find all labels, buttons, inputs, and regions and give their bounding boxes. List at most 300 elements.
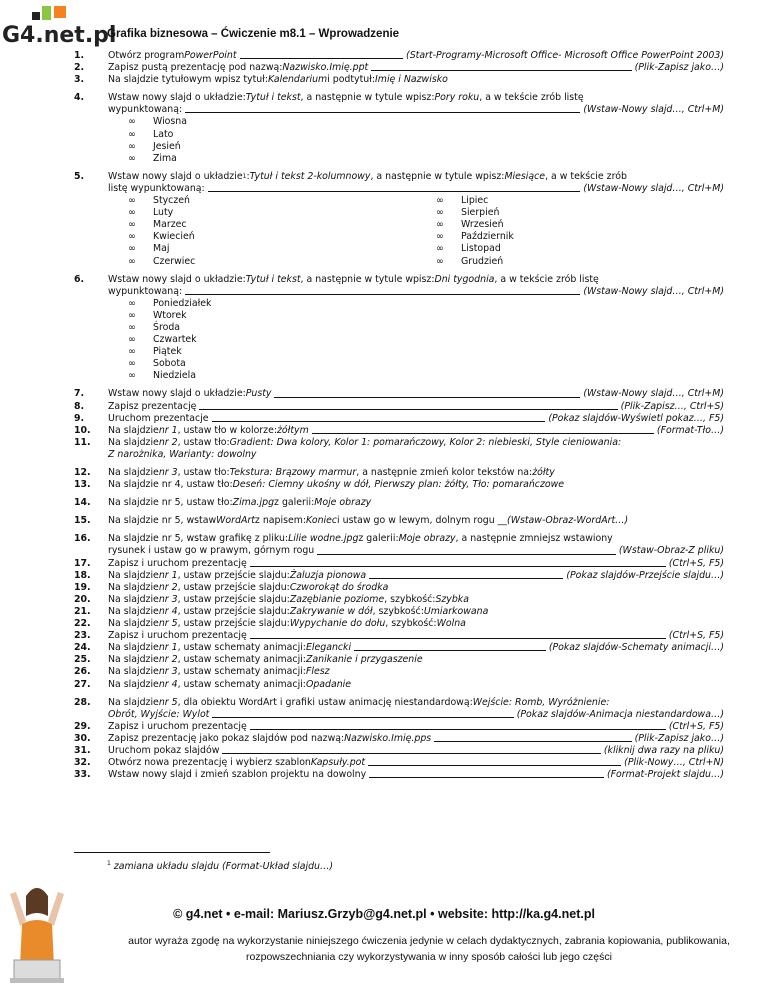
item-number: 28. (74, 696, 91, 708)
bullet-item (108, 195, 416, 207)
item-body (108, 570, 724, 582)
item-body (108, 479, 724, 491)
instruction-line (108, 449, 724, 461)
instruction-italic: nr 1 (158, 424, 178, 436)
instruction-italic: Zima.jpg (232, 497, 275, 509)
instruction-text: Na slajdzie nr 4, ustaw tło: (108, 479, 233, 491)
item-number: 32. (74, 757, 91, 769)
exercise-item (74, 558, 724, 570)
instruction-italic: Zakrywanie w dół (289, 605, 373, 617)
bullet-symbol: ∞ (128, 321, 136, 333)
item-body (108, 745, 724, 757)
answer-blank-line (212, 709, 513, 718)
instruction-italic: (Wstaw-Obraz-WordArt…) (507, 515, 629, 527)
instruction-line (108, 467, 724, 479)
instruction-text: , ustaw schematy animacji: (177, 678, 306, 690)
item-body (108, 666, 724, 678)
item-body (108, 62, 724, 74)
instruction-italic: żółtym (277, 424, 309, 436)
bullet-item (108, 358, 724, 370)
list-column (416, 195, 724, 268)
instruction-italic: (Wstaw-Nowy slajd…, Ctrl+M) (583, 182, 724, 194)
instruction-line (108, 183, 724, 195)
instruction-line (108, 666, 724, 678)
instruction-text: wypunktowaną: (108, 104, 183, 116)
answer-blank-line (250, 558, 666, 567)
instruction-text: , ustaw tło: (177, 467, 230, 478)
instruction-italic: nr 1 (158, 569, 178, 581)
instruction-line (108, 679, 724, 691)
instruction-line (108, 630, 724, 642)
instruction-text: listę wypunktowaną: (108, 182, 205, 194)
bullet-symbol: ∞ (128, 231, 136, 243)
instruction-italic: Nazwisko.Imię.ppt (282, 62, 369, 74)
bullet-symbol: ∞ (436, 243, 444, 255)
bullet-symbol: ∞ (128, 255, 136, 267)
bullet-symbol: ∞ (128, 370, 136, 382)
bullet-symbol: ∞ (128, 219, 136, 231)
instruction-text: wypunktowaną: (108, 285, 183, 297)
instruction-text: , szybkość: (372, 605, 424, 617)
exercise-item (74, 606, 724, 618)
bullet-text: Sierpień (461, 207, 500, 219)
instruction-italic: PowerPoint (184, 50, 237, 61)
bullet-text: Październik (461, 231, 514, 243)
instruction-text: Na slajdzie nr 5, wstaw (108, 515, 217, 527)
instruction-italic: Dni tygodnia (434, 273, 495, 285)
instruction-text: Zapisz pustą prezentację pod nazwą: (108, 62, 283, 74)
instruction-italic: nr 5 (158, 618, 178, 630)
footnote-mark: 1 (107, 860, 111, 867)
instruction-italic: Nazwisko.Imię.pps (344, 732, 432, 744)
answer-blank-line (250, 721, 666, 730)
instruction-text: , ustaw schematy animacji: (177, 666, 306, 678)
answer-blank-line (222, 745, 600, 754)
bullet-item (416, 219, 724, 231)
item-body (108, 533, 724, 557)
page-title: Grafika biznesowa – Ćwiczenie m8.1 – Wprowadzenie (107, 28, 400, 40)
item-number: 16. (74, 533, 91, 545)
instruction-italic: Kalendarium (268, 74, 328, 86)
bullet-symbol: ∞ (128, 358, 136, 370)
item-number: 1. (74, 50, 85, 61)
instruction-italic: nr 3 (158, 467, 178, 478)
bullet-item (108, 116, 724, 128)
bullet-text: Grudzień (461, 255, 504, 267)
item-number: 12. (74, 467, 91, 478)
instruction-text: rysunek i ustaw go w prawym, górnym rogu (108, 545, 315, 557)
instruction-text: Na slajdzie (108, 436, 159, 448)
list-column (108, 195, 416, 268)
instruction-italic: (Plik-Zapisz jako…) (634, 62, 724, 74)
bullet-symbol: ∞ (128, 152, 136, 164)
exercise-item (74, 401, 724, 413)
item-number: 15. (74, 515, 91, 527)
bullet-symbol: ∞ (128, 207, 136, 219)
item-number: 24. (74, 642, 91, 654)
bullet-symbol: ∞ (128, 195, 136, 207)
instruction-line (108, 515, 724, 527)
instruction-text: Zapisz i uruchom prezentację (108, 557, 247, 569)
item-number: 3. (74, 74, 85, 86)
bullet-symbol: ∞ (436, 231, 444, 243)
bullet-text: Luty (153, 207, 174, 219)
instruction-text: Zapisz i uruchom prezentację (108, 720, 247, 732)
item-body (108, 401, 724, 413)
instruction-italic: Tytuł i tekst 2-kolumnowy (249, 170, 371, 182)
instruction-italic: Wolna (436, 618, 466, 630)
exercise-item (74, 413, 724, 425)
bullet-item (108, 141, 724, 153)
instruction-text: z galerii: (274, 497, 315, 509)
instruction-italic: Elegancki (305, 642, 352, 654)
bullet-symbol: ∞ (436, 255, 444, 267)
instruction-text: Na slajdzie (108, 642, 159, 654)
bullet-item (108, 310, 724, 322)
exercise-item (74, 666, 724, 678)
answer-blank-line (185, 104, 580, 113)
item-number: 7. (74, 388, 85, 400)
exercise-item (74, 721, 724, 733)
instruction-italic: Tekstura: Brązowy marmur (229, 467, 357, 478)
answer-blank-line (240, 50, 404, 59)
footnote-ref: 1 (242, 172, 247, 180)
instruction-line (108, 697, 724, 709)
instruction-italic: (Pokaz slajdów-Przejście slajdu…) (566, 569, 724, 581)
footnote (107, 860, 333, 872)
bullet-text: Maj (153, 243, 170, 255)
instruction-text: : (246, 170, 250, 182)
item-body (108, 679, 724, 691)
answer-blank-line (368, 757, 621, 766)
instruction-text: Zapisz prezentację jako pokaz slajdów pod nazwą: (108, 732, 345, 744)
instruction-line (108, 401, 724, 413)
bullet-item (416, 256, 724, 268)
answer-blank-line (185, 286, 580, 295)
item-body (108, 733, 724, 745)
bullet-item (416, 195, 724, 207)
bullet-item (108, 298, 724, 310)
bullet-symbol: ∞ (128, 297, 136, 309)
instruction-text: , szybkość: (385, 618, 437, 630)
instruction-italic: Moje obrazy (314, 497, 372, 509)
instruction-text: Na slajdzie nr 5, ustaw tło: (108, 497, 233, 509)
item-number: 20. (74, 593, 91, 605)
item-body (108, 515, 724, 527)
exercise-item (74, 74, 724, 86)
instruction-line (108, 654, 724, 666)
copyright-note: autor wyraża zgodę na wykorzystanie niniejszego ćwiczenia jedynie w celach dydaktycznych, zabrania kopiowania, publikowania, rozpowszechniania czy wykorzystywania w inny sposób całości lub jego części (128, 935, 730, 963)
instruction-text: Na slajdzie (108, 593, 159, 605)
item-body (108, 618, 724, 630)
instruction-italic: Tytuł i tekst (245, 92, 301, 104)
instruction-italic: nr 3 (158, 593, 178, 605)
answer-blank-line (274, 388, 580, 397)
bullet-text: Poniedziałek (153, 297, 212, 309)
answer-blank-line (369, 570, 563, 579)
exercise-item (74, 769, 724, 781)
exercise-item (74, 679, 724, 691)
bullet-text: Lipiec (461, 195, 489, 207)
bullet-text: Wrzesień (461, 219, 504, 231)
item-body (108, 558, 724, 570)
instruction-line (108, 425, 724, 437)
exercise-item (74, 594, 724, 606)
instruction-text: , ustaw przejście slajdu: (177, 569, 290, 581)
instruction-text: z galerii: (358, 533, 399, 545)
instruction-text: Na slajdzie (108, 581, 159, 593)
answer-blank-line (312, 425, 654, 434)
instruction-italic: Koniec (306, 515, 338, 527)
instruction-text: , a następnie w tytule wpisz: (370, 170, 505, 182)
exercise-item (74, 425, 724, 437)
instruction-line (108, 570, 724, 582)
item-number: 11. (74, 436, 91, 448)
instruction-line (108, 642, 724, 654)
instruction-italic: Lilie wodne.jpg (288, 533, 359, 545)
exercise-item (74, 497, 724, 509)
bullet-item (108, 322, 724, 334)
bullet-text: Styczeń (153, 195, 190, 207)
bullet-symbol: ∞ (436, 219, 444, 231)
instruction-italic: nr 2 (158, 436, 178, 448)
instruction-text: , a następnie zmniejsz wstawiony (455, 533, 613, 545)
item-number: 8. (74, 400, 85, 412)
instruction-italic: (Start-Programy-Microsoft Office- Microsoft Office PowerPoint 2003) (406, 50, 724, 61)
instruction-line (108, 104, 724, 116)
instruction-line (108, 533, 724, 545)
bullet-symbol: ∞ (128, 309, 136, 321)
instruction-text: Uruchom prezentacje (108, 412, 209, 424)
item-number: 33. (74, 769, 91, 781)
exercise-item (74, 733, 724, 745)
instruction-line (108, 437, 724, 449)
instruction-line (108, 606, 724, 618)
instruction-line (108, 618, 724, 630)
bullet-item (108, 231, 416, 243)
instruction-italic: nr 4 (158, 678, 178, 690)
instruction-text: Na slajdzie (108, 654, 159, 666)
instruction-text: Na slajdzie nr 5, wstaw grafikę z pliku: (108, 533, 289, 545)
instruction-italic: (Ctrl+S, F5) (668, 720, 724, 732)
instruction-italic: Wypychanie do dołu (289, 618, 386, 630)
item-number: 25. (74, 654, 91, 666)
item-body (108, 582, 724, 594)
bullet-item (108, 256, 416, 268)
instruction-text: Na slajdzie tytułowym wpisz tytuł: (108, 74, 269, 86)
exercise-item (74, 515, 724, 527)
item-body (108, 721, 724, 733)
instruction-text: Na slajdzie (108, 569, 159, 581)
exercise-item (74, 570, 724, 582)
footnote-divider (74, 852, 270, 853)
instruction-text: Wstaw nowy slajd o układzie: (108, 273, 246, 285)
person-with-laptop-illustration (6, 876, 68, 991)
bullet-symbol: ∞ (128, 128, 136, 140)
item-number: 2. (74, 62, 85, 74)
item-number: 23. (74, 630, 91, 642)
bullet-text: Wtorek (153, 309, 187, 321)
two-column-list (108, 195, 724, 268)
instruction-italic: żółty (532, 467, 555, 478)
instruction-italic: (Pokaz slajdów-Schematy animacji…) (548, 642, 724, 654)
instruction-text: Na slajdzie (108, 678, 159, 690)
item-body (108, 274, 724, 383)
bullet-symbol: ∞ (128, 116, 136, 128)
instruction-italic: nr 2 (158, 654, 178, 666)
instruction-text: Wstaw nowy slajd o układzie: (108, 388, 246, 400)
instruction-italic: nr 2 (158, 581, 178, 593)
instruction-line (108, 62, 724, 74)
bullet-text: Marzec (153, 219, 187, 231)
item-number: 10. (74, 424, 91, 436)
instruction-italic: Szybka (435, 593, 469, 605)
instruction-italic: (Wstaw-Nowy slajd…, Ctrl+M) (583, 388, 724, 400)
instruction-line (108, 733, 724, 745)
answer-blank-line (369, 769, 604, 778)
instruction-italic: WordArt (216, 515, 255, 527)
exercise-item (74, 50, 724, 62)
instruction-italic: Tytuł i tekst (245, 273, 301, 285)
instruction-italic: Zazębianie poziome (289, 593, 385, 605)
bullet-text: Kwiecień (153, 231, 195, 243)
instruction-italic: Umiarkowana (423, 605, 489, 617)
exercise-item (74, 274, 724, 383)
instruction-text: Zapisz prezentację (108, 400, 197, 412)
instruction-line (108, 709, 724, 721)
bullet-item (108, 346, 724, 358)
item-body (108, 654, 724, 666)
instruction-italic: Miesiące (504, 170, 546, 182)
instruction-line (108, 388, 724, 400)
instruction-text: , ustaw schematy animacji: (177, 642, 306, 654)
instruction-italic: Moje obrazy (398, 533, 456, 545)
instruction-line (108, 413, 724, 425)
bullet-text: Czwartek (153, 334, 197, 346)
instruction-text: z napisem: (254, 515, 307, 527)
bullet-item (416, 231, 724, 243)
instruction-line (108, 274, 724, 286)
exercise-item (74, 467, 724, 479)
bullet-item (108, 129, 724, 141)
item-number: 6. (74, 273, 85, 285)
bullet-text: Jesień (153, 140, 181, 152)
bullet-item (416, 207, 724, 219)
g4net-logo (0, 4, 117, 48)
item-number: 18. (74, 569, 91, 581)
contact-info: © g4.net • e-mail: Mariusz.Grzyb@g4.net.pl • website: http://ka.g4.net.pl (173, 907, 595, 921)
instruction-text: , szybkość: (384, 593, 436, 605)
bullet-item (108, 334, 724, 346)
item-body (108, 757, 724, 769)
bullet-item (108, 219, 416, 231)
instruction-italic: Wejście: Romb, Wyróżnienie: (472, 696, 610, 708)
exercise-item (74, 92, 724, 165)
instruction-text: Na slajdzie (108, 605, 159, 617)
bullet-text: Piątek (153, 346, 182, 358)
bullet-text: Środa (153, 321, 181, 333)
item-number: 13. (74, 479, 91, 491)
instruction-italic: nr 1 (158, 642, 178, 654)
instruction-text: Na slajdzie (108, 467, 159, 478)
item-body (108, 697, 724, 721)
bullet-item (108, 243, 416, 255)
instruction-line (108, 721, 724, 733)
instruction-italic: Deseń: Ciemny ukośny w dół, Pierwszy plan: żółty, Tło: pomarańczowe (232, 479, 565, 491)
instruction-text: , ustaw przejście slajdu: (177, 618, 290, 630)
instruction-line (108, 582, 724, 594)
exercise-list (74, 50, 724, 781)
bullet-text: Sobota (153, 358, 186, 370)
instruction-line (108, 92, 724, 104)
instruction-italic: (Pokaz slajdów-Wyświetl pokaz…, F5) (548, 412, 724, 424)
exercise-item (74, 388, 724, 400)
item-body (108, 642, 724, 654)
instruction-italic: (Format-Tło…) (656, 424, 724, 436)
instruction-italic: Z narożnika, Warianty: dowolny (108, 448, 257, 460)
item-body (108, 171, 724, 268)
exercise-item (74, 618, 724, 630)
item-number: 31. (74, 744, 91, 756)
instruction-line (108, 497, 724, 509)
instruction-line (108, 769, 724, 781)
exercise-item (74, 745, 724, 757)
instruction-italic: Obrót, Wyjście: Wylot (108, 708, 210, 720)
bullet-item (108, 370, 724, 382)
instruction-text: i ustaw go w lewym, dolnym rogu __ (337, 515, 508, 527)
exercise-item (74, 533, 724, 557)
instruction-italic: (Ctrl+S, F5) (668, 630, 724, 642)
bullet-text: Czerwiec (153, 255, 196, 267)
instruction-line (108, 545, 724, 557)
instruction-italic: (Ctrl+S, F5) (668, 557, 724, 569)
answer-blank-line (371, 62, 631, 71)
exercise-item (74, 582, 724, 594)
instruction-line (108, 50, 724, 62)
instruction-line (108, 757, 724, 769)
exercise-item (74, 757, 724, 769)
bullet-text: Wiosna (153, 116, 187, 128)
bullet-symbol: ∞ (128, 243, 136, 255)
instruction-italic: nr 3 (158, 666, 178, 678)
item-number: 26. (74, 666, 91, 678)
item-body (108, 467, 724, 479)
item-number: 9. (74, 412, 85, 424)
instruction-text: , a w tekście zrób (545, 170, 627, 182)
bullet-item (108, 153, 724, 165)
instruction-italic: Flesz (305, 666, 330, 678)
item-body (108, 92, 724, 165)
item-number: 14. (74, 497, 91, 509)
instruction-text: Na slajdzie (108, 424, 159, 436)
instruction-text: Na slajdzie (108, 696, 159, 708)
bullet-symbol: ∞ (436, 195, 444, 207)
exercise-item (74, 654, 724, 666)
instruction-text: , ustaw schematy animacji: (177, 654, 306, 666)
answer-blank-line (199, 401, 617, 410)
item-body (108, 50, 724, 62)
bullet-text: Lato (153, 128, 174, 140)
instruction-line (108, 558, 724, 570)
item-body (108, 425, 724, 437)
instruction-text: Wstaw nowy slajd o układzie (108, 170, 243, 182)
item-body (108, 497, 724, 509)
instruction-text: , a w tekście zrób listę (494, 273, 599, 285)
instruction-italic: Opadanie (305, 678, 352, 690)
exercise-item (74, 437, 724, 461)
instruction-line (108, 745, 724, 757)
instruction-line (108, 171, 724, 183)
